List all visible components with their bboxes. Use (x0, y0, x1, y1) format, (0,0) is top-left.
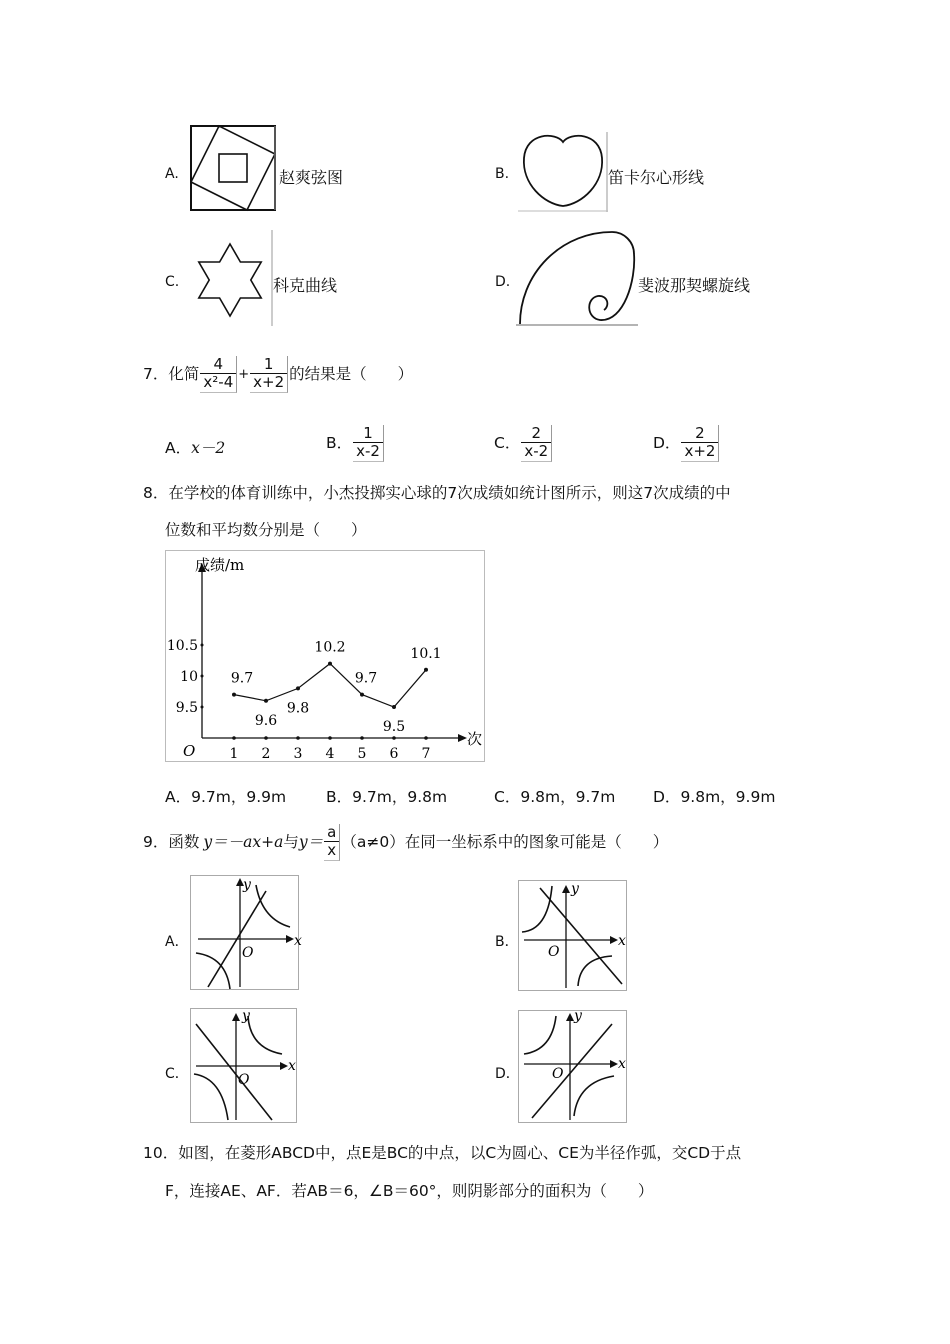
q6-option-d-letter: D. (495, 274, 511, 290)
chart-data-label: 9.5 (382, 719, 406, 735)
q9-func1: y＝－ax+a (203, 832, 284, 851)
chart-x-tick-label: 3 (293, 746, 303, 762)
q9-number: 9． (143, 832, 169, 851)
q7-option-a (165, 441, 225, 457)
q7-option-c-letter: C． (494, 433, 521, 452)
q8-option-d-text: 9.8m，9.9m (680, 788, 776, 806)
q9-prefix: 函数 (168, 832, 200, 851)
chart-data-label: 10.2 (314, 639, 346, 656)
q7-option-c (494, 425, 553, 462)
chart-x-tick-label: 6 (389, 746, 399, 762)
q7-option-b-num: 1 (363, 424, 373, 442)
chart-y-tick (201, 644, 204, 647)
chart-data-label: 9.8 (286, 700, 310, 717)
q9a-axis-y: y (243, 877, 251, 893)
q7-plus: + (238, 366, 250, 382)
q9c-origin: O (238, 1072, 250, 1088)
chart-data-label: 9.7 (354, 670, 378, 687)
q9-graph-c (190, 1008, 298, 1124)
q7-option-d (653, 425, 720, 462)
q7-option-c-den: x-2 (521, 442, 551, 460)
q9-option-c-letter: C． (165, 1066, 189, 1082)
q7-fraction-2 (250, 356, 288, 393)
q7-option-b-den: x-2 (353, 442, 383, 460)
q8-option-b-letter: B． (326, 788, 353, 806)
chart-x-tick (360, 736, 364, 740)
chart-y-tick-label: 9.5 (175, 700, 198, 716)
fibonacci-spiral-icon (516, 228, 638, 326)
chart-x-tick-label: 5 (357, 746, 367, 762)
q6-option-a-letter: A. (165, 166, 179, 182)
q9-graph-a (190, 875, 300, 991)
q9-y-eq: y＝ (298, 832, 324, 851)
q7-prefix: 化简 (168, 364, 200, 383)
q9a-axis-x: x (294, 933, 302, 949)
q7-option-d-letter: D． (653, 433, 681, 452)
chart-origin-label: O (183, 742, 196, 760)
question-9 (143, 824, 668, 861)
chart-point (328, 662, 332, 666)
q9-frac-den: x (324, 841, 339, 859)
q7-option-a-text: x－2 (191, 439, 226, 457)
question-7 (143, 356, 413, 393)
chart-point (232, 693, 236, 697)
q8-option-b-text: 9.7m，9.8m (352, 788, 448, 806)
q9-joiner: 与 (283, 832, 299, 851)
q6-option-b-letter: B. (495, 166, 510, 182)
q9-graph-b (518, 880, 628, 992)
chart-y-tick-label: 10 (180, 669, 198, 685)
q7-suffix: 的结果是（ ） (289, 364, 414, 383)
chart-series-line (234, 664, 426, 707)
chart-data-label: 10.1 (410, 645, 442, 662)
q8-line1: 8．在学校的体育训练中，小杰投掷实心球的7次成绩如统计图所示，则这7次成绩的中 (143, 484, 731, 502)
chart-y-label: 成绩/m (195, 556, 245, 574)
chart-point (424, 668, 428, 672)
q6-option-d-caption: 斐波那契螺旋线 (638, 276, 751, 295)
q6-option-b-caption: 笛卡尔心形线 (608, 168, 705, 187)
throw-scores-line-chart (165, 550, 485, 762)
q9b-origin: O (548, 944, 560, 960)
q9b-axis-x: x (618, 933, 626, 949)
q8-line2: 位数和平均数分别是（ ） (165, 521, 367, 539)
q7-option-d-num: 2 (695, 424, 705, 442)
q8-option-d (653, 790, 775, 806)
q6-option-c-caption: 科克曲线 (273, 276, 338, 295)
q9-option-a-letter: A． (165, 934, 189, 950)
q9-option-d-letter: D． (495, 1066, 520, 1082)
chart-x-tick (392, 736, 396, 740)
q8-option-c-text: 9.8m，9.7m (520, 788, 616, 806)
q7-frac2-den: x+2 (250, 373, 287, 391)
chart-x-tick-label: 2 (261, 746, 271, 762)
chart-data-label: 9.6 (254, 712, 278, 729)
q7-frac1-num: 4 (213, 355, 224, 373)
q8-option-a (165, 790, 286, 806)
q9b-axis-y: y (571, 881, 579, 897)
chart-point (392, 705, 396, 709)
q8-option-a-letter: A． (165, 788, 192, 806)
q7-number: 7． (143, 364, 169, 383)
chart-x-tick (232, 736, 236, 740)
q9d-axis-y: y (574, 1008, 582, 1024)
q9-graph-d (518, 1010, 628, 1124)
chart-x-tick-label: 4 (325, 746, 335, 762)
q7-option-d-den: x+2 (681, 442, 718, 460)
chart-y-tick (201, 706, 204, 709)
q9c-axis-x: x (288, 1058, 296, 1074)
chart-x-tick (424, 736, 428, 740)
chart-x-tick (264, 736, 268, 740)
q9d-axis-x: x (618, 1056, 626, 1072)
cardioid-icon (518, 132, 608, 212)
koch-snowflake-icon (189, 230, 273, 326)
chart-x-tick-label: 1 (229, 746, 239, 762)
chart-x-label: 次 (467, 730, 483, 748)
q9-option-b-letter: B． (495, 934, 519, 950)
q7-option-c-num: 2 (531, 424, 542, 442)
q9c-axis-y: y (242, 1008, 250, 1024)
q7-option-a-letter: A． (165, 439, 192, 457)
q9a-origin: O (242, 945, 254, 961)
chart-y-tick-label: 10.5 (166, 638, 198, 654)
q8-option-a-text: 9.7m，9.9m (191, 788, 287, 806)
q7-frac2-num: 1 (263, 355, 274, 373)
q8-option-c-letter: C． (494, 788, 521, 806)
chart-point (264, 699, 268, 703)
q9-condition: （a≠0）在同一坐标系中的图象可能是（ ） (341, 832, 669, 851)
q8-option-d-letter: D． (653, 788, 681, 806)
chart-x-tick (328, 736, 332, 740)
q8-option-c (494, 790, 615, 806)
q7-option-b (326, 425, 385, 462)
zhao-shuang-diagram-icon (189, 124, 277, 212)
q7-option-b-letter: B． (326, 433, 353, 452)
q6-option-a-caption: 赵爽弦图 (279, 168, 344, 187)
q10-line2: F，连接AE、AF．若AB＝6，∠B＝60°，则阴影部分的面积为（ ） (165, 1182, 654, 1200)
q7-frac1-den: x²-4 (200, 373, 236, 391)
q10-line1: 10．如图，在菱形ABCD中，点E是BC的中点，以C为圆心、CE为半径作弧，交CD于点 (143, 1144, 742, 1162)
q7-fraction-1 (200, 356, 237, 393)
chart-point (360, 693, 364, 697)
q8-option-b (326, 790, 447, 806)
q9d-origin: O (552, 1066, 564, 1082)
q9-frac-num: a (327, 823, 337, 841)
chart-point (296, 686, 300, 690)
chart-data-label: 9.7 (230, 670, 254, 687)
chart-x-axis-arrow (458, 734, 467, 742)
chart-y-tick (201, 675, 204, 678)
chart-x-tick (296, 736, 300, 740)
chart-x-tick-label: 7 (421, 746, 431, 762)
q6-option-c-letter: C. (165, 274, 180, 290)
